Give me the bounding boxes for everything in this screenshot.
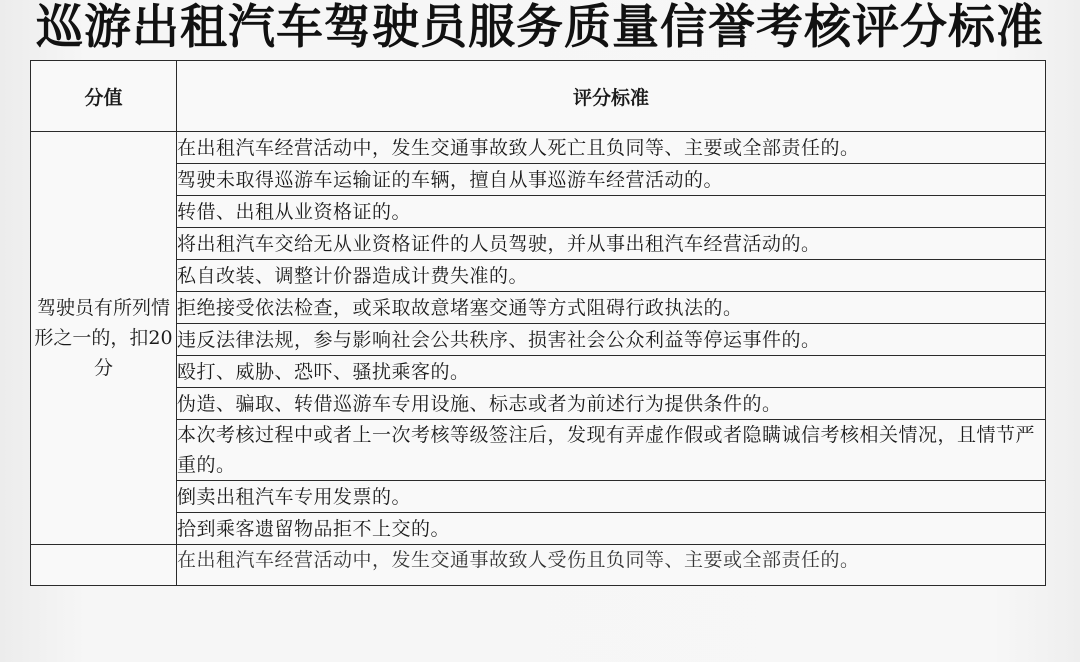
table-row xyxy=(31,481,1046,513)
criteria-cell: 转借、出租从业资格证的。 xyxy=(177,196,1046,228)
score-value-cell: 驾驶员有所列情形之一的，扣20分 xyxy=(31,132,177,545)
header-score: 分值 xyxy=(31,61,177,132)
criteria-cell: 本次考核过程中或者上一次考核等级签注后，发现有弄虚作假或者隐瞒诚信考核相关情况，且情节严重的。 xyxy=(177,420,1046,481)
criteria-cell: 殴打、威胁、恐吓、骚扰乘客的。 xyxy=(177,356,1046,388)
table-row xyxy=(31,292,1046,324)
score-value-cell xyxy=(31,545,177,586)
table-row xyxy=(31,228,1046,260)
table-header-row xyxy=(31,61,1046,132)
table-row xyxy=(31,324,1046,356)
table-body xyxy=(31,132,1046,586)
table-row xyxy=(31,356,1046,388)
document-title: 巡游出租汽车驾驶员服务质量信誉考核评分标准 xyxy=(36,0,1044,55)
criteria-cell: 倒卖出租汽车专用发票的。 xyxy=(177,481,1046,513)
criteria-cell: 在出租汽车经营活动中，发生交通事故致人受伤且负同等、主要或全部责任的。 xyxy=(177,545,1046,586)
table-row xyxy=(31,164,1046,196)
table-row xyxy=(31,545,1046,586)
criteria-cell: 拾到乘客遗留物品拒不上交的。 xyxy=(177,513,1046,545)
table-row xyxy=(31,132,1046,164)
table-row xyxy=(31,196,1046,228)
scoring-table xyxy=(30,60,1046,586)
table-row xyxy=(31,420,1046,481)
criteria-cell: 拒绝接受依法检查，或采取故意堵塞交通等方式阻碍行政执法的。 xyxy=(177,292,1046,324)
criteria-cell: 私自改装、调整计价器造成计费失准的。 xyxy=(177,260,1046,292)
criteria-cell: 在出租汽车经营活动中，发生交通事故致人死亡且负同等、主要或全部责任的。 xyxy=(177,132,1046,164)
criteria-cell: 将出租汽车交给无从业资格证件的人员驾驶，并从事出租汽车经营活动的。 xyxy=(177,228,1046,260)
table-row xyxy=(31,388,1046,420)
header-criteria: 评分标准 xyxy=(177,61,1046,132)
criteria-cell: 驾驶未取得巡游车运输证的车辆，擅自从事巡游车经营活动的。 xyxy=(177,164,1046,196)
table-row xyxy=(31,513,1046,545)
table-row xyxy=(31,260,1046,292)
criteria-cell: 违反法律法规，参与影响社会公共秩序、损害社会公众利益等停运事件的。 xyxy=(177,324,1046,356)
criteria-cell: 伪造、骗取、转借巡游车专用设施、标志或者为前述行为提供条件的。 xyxy=(177,388,1046,420)
